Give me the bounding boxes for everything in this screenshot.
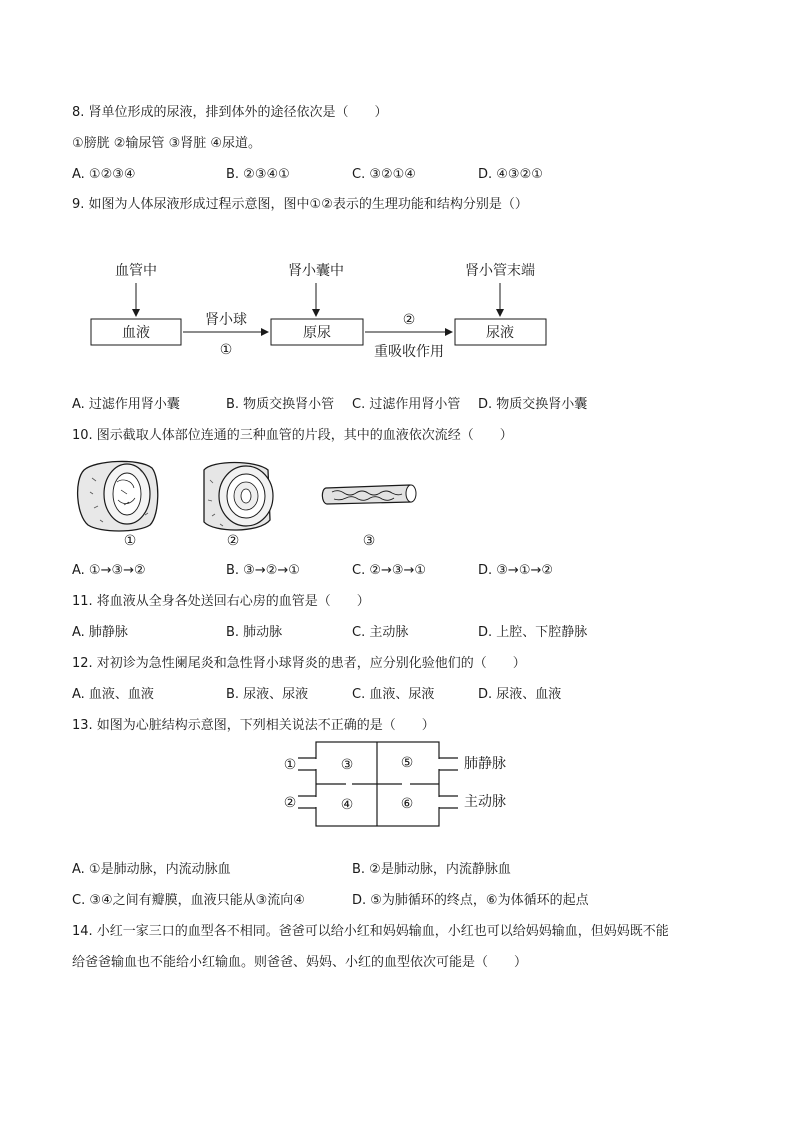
box-primary-urine-text: 原尿 <box>303 325 331 341</box>
q8-option-d: D. ④③②① <box>478 167 543 182</box>
q12-option-a: A. 血液、血液 <box>72 687 154 702</box>
q9-option-a: A. 过滤作用肾小囊 <box>72 397 180 412</box>
q8-option-c: C. ③②①④ <box>352 167 416 182</box>
q11-option-c: C. 主动脉 <box>352 625 409 640</box>
vessel-label-1: ① <box>123 533 137 549</box>
q10-option-d: D. ③→①→② <box>478 563 554 578</box>
label-tubule-end: 肾小管末端 <box>465 263 535 279</box>
q13-option-d: D. ⑤为肺循环的终点，⑥为体循环的起点 <box>352 893 589 908</box>
q8-option-a: A. ①②③④ <box>72 167 136 182</box>
q14-line-1: 14. 小红一家三口的血型各不相同。爸爸可以给小红和妈妈输血，小红也可以给妈妈输血，但妈妈既不能 <box>72 924 669 939</box>
q12-stem: 12. 对初诊为急性阑尾炎和急性肾小球肾炎的患者，应分别化验他们的（ ） <box>72 656 526 671</box>
q8-option-b: B. ②③④① <box>226 167 290 182</box>
q9-option-b: B. 物质交换肾小管 <box>226 397 335 412</box>
label-blood-vessel: 血管中 <box>115 263 157 279</box>
q11-option-a: A. 肺静脉 <box>72 625 128 640</box>
q13-option-a: A. ①是肺动脉，内流动脉血 <box>72 862 231 877</box>
box-urine-text: 尿液 <box>486 325 514 341</box>
chamber-label-6: ⑥ <box>400 796 414 812</box>
chamber-label-4: ④ <box>340 797 354 813</box>
q9-option-c: C. 过滤作用肾小管 <box>352 397 461 412</box>
q8-list: ①膀胱 ②输尿管 ③肾脏 ④尿道。 <box>72 136 262 151</box>
q13-option-c: C. ③④之间有瓣膜，血液只能从③流向④ <box>72 893 305 908</box>
q11-option-d: D. 上腔、下腔静脉 <box>478 625 588 640</box>
heart-label-2: ② <box>283 795 297 811</box>
vessel-label-2: ② <box>226 533 240 549</box>
q12-option-c: C. 血液、尿液 <box>352 687 435 702</box>
box-blood-text: 血液 <box>122 325 150 341</box>
label-aorta: 主动脉 <box>464 794 506 810</box>
label-pulmonary-vein: 肺静脉 <box>464 756 506 772</box>
q10-option-c: C. ②→③→① <box>352 563 427 578</box>
arrow2-label-reabsorption: 重吸收作用 <box>374 344 444 360</box>
q9-stem: 9. 如图为人体尿液形成过程示意图，图中①②表示的生理功能和结构分别是（） <box>72 197 528 212</box>
q8-stem: 8. 肾单位形成的尿液，排到体外的途径依次是（ ） <box>72 105 388 120</box>
vessel-label-3: ③ <box>362 533 376 549</box>
label-bowman-capsule: 肾小囊中 <box>288 263 344 279</box>
q11-option-b: B. 肺动脉 <box>226 625 283 640</box>
arrow1-label-glomerulus: 肾小球 <box>205 312 247 328</box>
q13-option-b: B. ②是肺动脉，内流静脉血 <box>352 862 511 877</box>
q13-stem: 13. 如图为心脏结构示意图，下列相关说法不正确的是（ ） <box>72 718 435 733</box>
q14-line-2: 给爸爸输血也不能给小红输血。则爸爸、妈妈、小红的血型依次可能是（ ） <box>72 955 528 970</box>
arrow1-label-num: ① <box>219 342 233 358</box>
q12-option-d: D. 尿液、血液 <box>478 687 562 702</box>
q9-option-d: D. 物质交换肾小囊 <box>478 397 588 412</box>
q12-option-b: B. 尿液、尿液 <box>226 687 309 702</box>
q10-option-a: A. ①→③→② <box>72 563 146 578</box>
chamber-label-5: ⑤ <box>400 755 414 771</box>
q10-option-b: B. ③→②→① <box>226 563 300 578</box>
arrow2-label-num: ② <box>402 312 416 328</box>
chamber-label-3: ③ <box>340 757 354 773</box>
q11-stem: 11. 将血液从全身各处送回右心房的血管是（ ） <box>72 594 370 609</box>
q10-stem: 10. 图示截取人体部位连通的三种血管的片段，其中的血液依次流经（ ） <box>72 428 513 443</box>
heart-label-1: ① <box>283 757 297 773</box>
